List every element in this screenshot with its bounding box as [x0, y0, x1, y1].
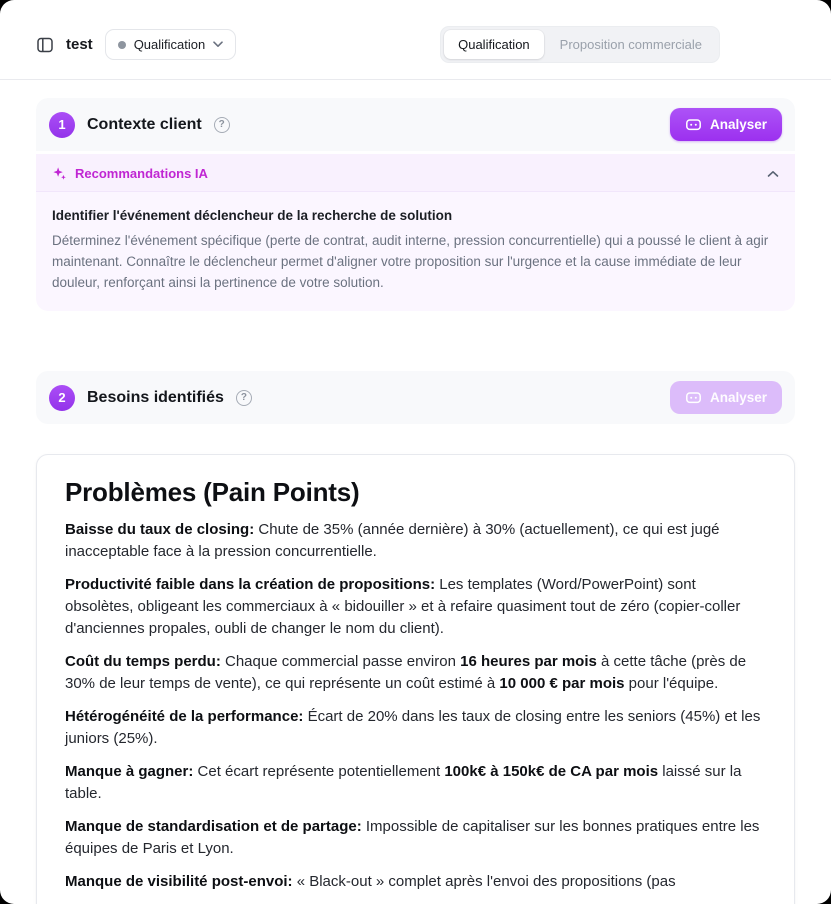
- help-icon[interactable]: [214, 117, 230, 133]
- tab-qualification[interactable]: Qualification: [444, 30, 544, 59]
- section-besoins-identifies: [36, 371, 795, 424]
- panel-icon[interactable]: [36, 36, 54, 54]
- document-paragraphs: [65, 519, 766, 893]
- doc-paragraph: Productivité faible dans la création de propositions: Les templates (Word/PowerPoint) sont obsolètes, obligeant les commerciaux à « bidouiller » et à refaire quasiment tout de zéro (copier-coller d'anciennes propales, oubli de changer le nom du client).: [65, 576, 741, 637]
- document-title: test: [66, 36, 93, 53]
- ai-recommendation-content: [36, 192, 795, 311]
- ai-recommendations-header[interactable]: [36, 154, 795, 192]
- sparkles-icon: [52, 166, 67, 181]
- section-title: Contexte client: [87, 115, 202, 133]
- chevron-up-icon[interactable]: [767, 170, 779, 178]
- document-heading: Problèmes (Pain Points): [65, 477, 360, 507]
- ai-recommendation-title: Identifier l'événement déclencheur de la recherche de solution: [52, 208, 453, 223]
- section-number-badge: 1: [49, 112, 75, 138]
- tab-proposition-commerciale[interactable]: Proposition commerciale: [546, 30, 716, 59]
- doc-paragraph: Manque de standardisation et de partage: Impossible de capitaliser sur les bonnes pratiques entre les équipes de Paris et Lyon.: [65, 818, 760, 857]
- view-tabs: [440, 26, 720, 63]
- doc-paragraph: Hétérogénéité de la performance: Écart de 20% dans les taux de closing entre les seniors (45%) et les juniors (25%).: [65, 708, 761, 747]
- ai-recommendation-body: Déterminez l'événement spécifique (perte de contrat, audit interne, pression concurrentielle) qui a poussé le client à agir maintenant. Connaître le déclencheur permet d'aligner votre proposition sur l'urgence et la cause immédiate de leur douleur, renforçant ainsi la pertinence de votre solution.: [52, 233, 769, 290]
- ai-recommendations-panel: [36, 154, 795, 311]
- top-bar: [0, 0, 831, 80]
- doc-paragraph: Coût du temps perdu: Chaque commercial passe environ 16 heures par mois à cette tâche (près de 30% de leur temps de vente), ce qui représente un coût estimé à 10 000 € par mois pour l'équipe.: [65, 653, 747, 692]
- section-header: [36, 371, 795, 424]
- analyser-icon: [685, 116, 702, 133]
- section-number-badge: 2: [49, 385, 75, 411]
- analyser-label: Analyser: [709, 390, 767, 405]
- analyser-icon: [685, 389, 702, 406]
- section-contexte-client: [36, 98, 795, 311]
- document-card: [36, 454, 795, 904]
- status-label: Qualification: [133, 37, 206, 52]
- topbar-left: [36, 29, 236, 60]
- analyser-button[interactable]: [670, 108, 782, 141]
- doc-paragraph: Manque de visibilité post-envoi: « Black-out » complet après l'envoi des propositions (pas: [65, 873, 676, 890]
- analyser-button-disabled: [670, 381, 782, 414]
- status-dropdown[interactable]: [105, 29, 237, 60]
- main-content: [0, 80, 831, 904]
- section-title: Besoins identifiés: [87, 388, 224, 406]
- doc-paragraph: Baisse du taux de closing: Chute de 35% (année dernière) à 30% (actuellement), ce qui est jugé inacceptable face à la pression concurrentielle.: [65, 521, 720, 560]
- doc-paragraph: Manque à gagner: Cet écart représente potentiellement 100k€ à 150k€ de CA par mois laissé sur la table.: [65, 763, 742, 802]
- section-header: [36, 98, 795, 151]
- status-dot-icon: [118, 41, 126, 49]
- help-icon[interactable]: [236, 390, 252, 406]
- chevron-down-icon: [213, 41, 223, 48]
- analyser-label: Analyser: [709, 117, 767, 132]
- ai-recommendations-label: Recommandations IA: [75, 166, 208, 181]
